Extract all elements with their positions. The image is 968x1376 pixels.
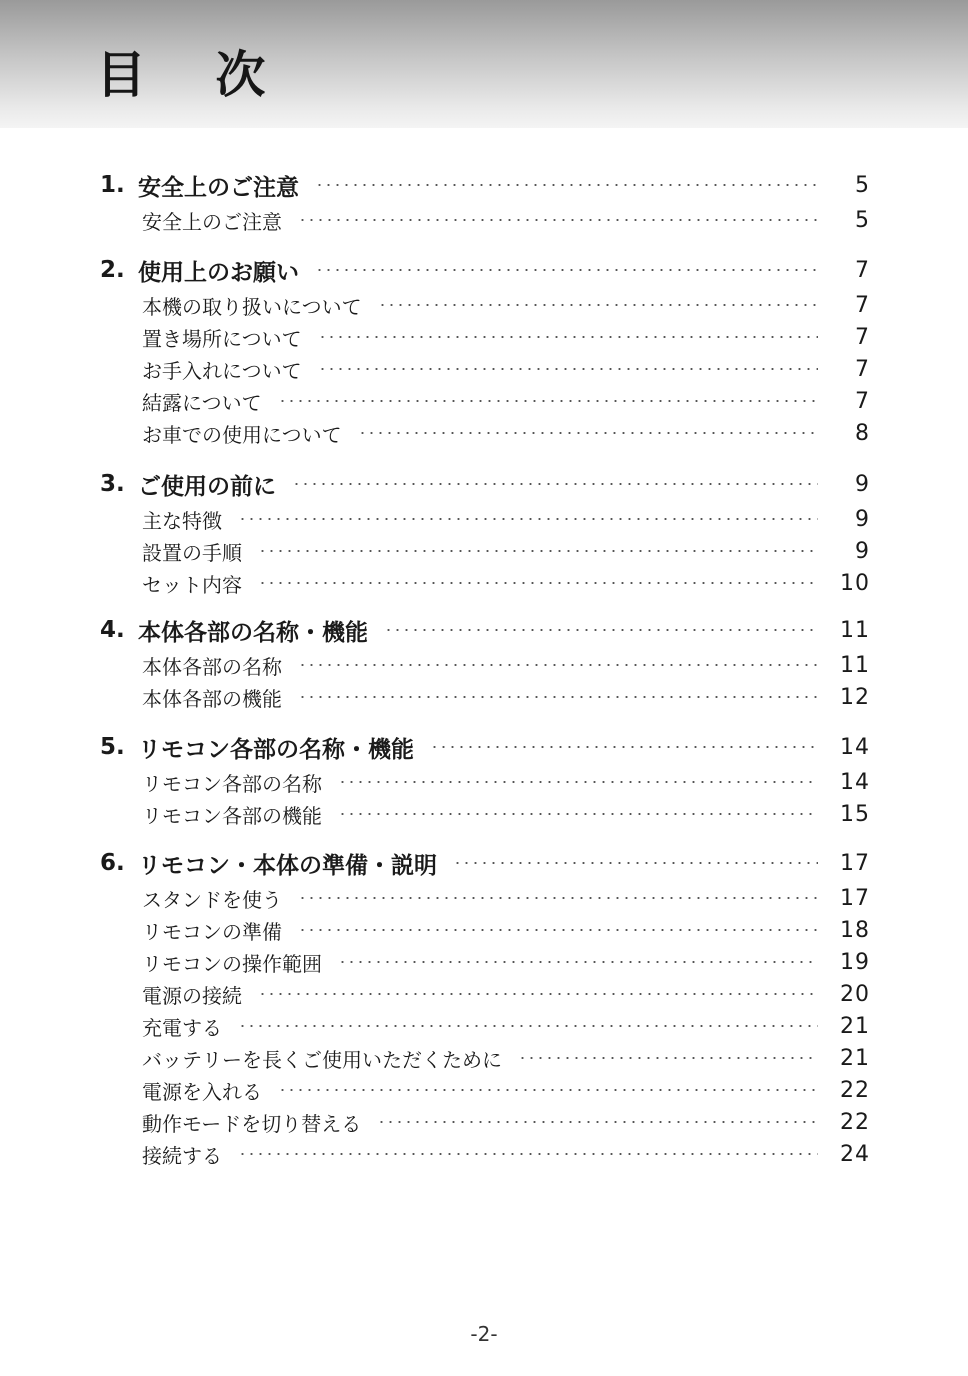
page-number: 14 bbox=[840, 734, 870, 760]
dot-leader bbox=[430, 746, 818, 748]
toc-entry[interactable] bbox=[142, 1107, 870, 1137]
dot-leader bbox=[238, 1153, 818, 1155]
entry-title: お車での使用について bbox=[142, 422, 342, 447]
entry-title: バッテリーを長くご使用いただくために bbox=[142, 1047, 502, 1072]
toc-entry[interactable] bbox=[142, 354, 870, 384]
dot-leader bbox=[315, 269, 818, 271]
dot-leader bbox=[318, 336, 818, 338]
dot-leader bbox=[238, 518, 818, 520]
page-number: 7 bbox=[855, 388, 870, 414]
dot-leader bbox=[377, 1121, 818, 1123]
entry-title: リモコンの操作範囲 bbox=[142, 951, 322, 976]
dot-leader bbox=[258, 582, 818, 584]
dot-leader bbox=[298, 929, 818, 931]
toc-entry[interactable] bbox=[142, 1011, 870, 1041]
entry-title: リモコン各部の名称 bbox=[142, 771, 322, 796]
toc-entry[interactable] bbox=[142, 883, 870, 913]
dot-leader bbox=[378, 304, 818, 306]
entry-title: 充電する bbox=[142, 1015, 222, 1040]
dot-leader bbox=[238, 1025, 818, 1027]
toc-entry[interactable] bbox=[142, 504, 870, 534]
page-number: 17 bbox=[840, 850, 870, 876]
toc-section-6[interactable] bbox=[100, 848, 870, 878]
section-number: 2. bbox=[100, 257, 125, 283]
entry-title: 設置の手順 bbox=[142, 540, 242, 565]
toc-section-3[interactable] bbox=[100, 469, 870, 499]
toc-entry[interactable] bbox=[142, 799, 870, 829]
toc-section-1[interactable] bbox=[100, 170, 870, 200]
page-number: 7 bbox=[855, 324, 870, 350]
dot-leader bbox=[258, 993, 818, 995]
toc-entry[interactable] bbox=[142, 322, 870, 352]
toc-entry[interactable] bbox=[142, 386, 870, 416]
page-number: 7 bbox=[855, 356, 870, 382]
page-number: 22 bbox=[840, 1109, 870, 1135]
dot-leader bbox=[292, 483, 818, 485]
dot-leader bbox=[315, 184, 818, 186]
dot-leader bbox=[453, 862, 818, 864]
page-number: 22 bbox=[840, 1077, 870, 1103]
toc-entry[interactable] bbox=[142, 979, 870, 1009]
toc-section-2[interactable] bbox=[100, 255, 870, 285]
page-number: 11 bbox=[840, 652, 870, 678]
page-number: 17 bbox=[840, 885, 870, 911]
section-number: 4. bbox=[100, 617, 125, 643]
page-number: 9 bbox=[855, 538, 870, 564]
entry-title: 安全上のご注意 bbox=[142, 209, 282, 234]
entry-title: 本体各部の機能 bbox=[142, 686, 282, 711]
dot-leader bbox=[298, 664, 818, 666]
page-title: 目 次 bbox=[96, 46, 292, 104]
entry-title: 本体各部の名称 bbox=[142, 654, 282, 679]
entry-title: 結露について bbox=[142, 390, 262, 415]
page-number: 8 bbox=[855, 420, 870, 446]
dot-leader bbox=[384, 629, 818, 631]
toc-section-5[interactable] bbox=[100, 732, 870, 762]
dot-leader bbox=[338, 961, 818, 963]
dot-leader bbox=[258, 550, 818, 552]
toc-entry[interactable] bbox=[142, 650, 870, 680]
dot-leader bbox=[298, 219, 818, 221]
section-number: 3. bbox=[100, 471, 125, 497]
toc-entry[interactable] bbox=[142, 1139, 870, 1169]
toc-entry[interactable] bbox=[142, 947, 870, 977]
dot-leader bbox=[278, 400, 818, 402]
page-number: 5 bbox=[855, 207, 870, 233]
entry-title: スタンドを使う bbox=[142, 887, 282, 912]
dot-leader bbox=[298, 696, 818, 698]
section-number: 5. bbox=[100, 734, 125, 760]
page-number: 9 bbox=[855, 471, 870, 497]
toc-entry[interactable] bbox=[142, 536, 870, 566]
section-title: 使用上のお願い bbox=[138, 259, 299, 286]
entry-title: リモコンの準備 bbox=[142, 919, 282, 944]
section-title: 本体各部の名称・機能 bbox=[138, 619, 368, 646]
footer-page-number: -2- bbox=[470, 1322, 498, 1346]
dot-leader bbox=[298, 897, 818, 899]
entry-title: リモコン各部の機能 bbox=[142, 803, 322, 828]
page-number: 21 bbox=[840, 1045, 870, 1071]
page-number: 11 bbox=[840, 617, 870, 643]
entry-title: 接続する bbox=[142, 1143, 222, 1168]
page-number: 20 bbox=[840, 981, 870, 1007]
page-number: 7 bbox=[855, 292, 870, 318]
section-title: ご使用の前に bbox=[138, 473, 276, 500]
section-number: 1. bbox=[100, 172, 125, 198]
page-number: 9 bbox=[855, 506, 870, 532]
entry-title: 主な特徴 bbox=[142, 508, 222, 533]
page-number: 24 bbox=[840, 1141, 870, 1167]
entry-title: 本機の取り扱いについて bbox=[142, 294, 362, 319]
page-number: 7 bbox=[855, 257, 870, 283]
toc-entry[interactable] bbox=[142, 1075, 870, 1105]
toc-section-4[interactable] bbox=[100, 615, 870, 645]
toc-entry[interactable] bbox=[142, 418, 870, 448]
toc-entry[interactable] bbox=[142, 568, 870, 598]
dot-leader bbox=[518, 1057, 818, 1059]
toc-entry[interactable] bbox=[142, 1043, 870, 1073]
page-number: 15 bbox=[840, 801, 870, 827]
dot-leader bbox=[358, 432, 818, 434]
entry-title: 電源の接続 bbox=[142, 983, 242, 1008]
page-number: 12 bbox=[840, 684, 870, 710]
page-number: 14 bbox=[840, 769, 870, 795]
dot-leader bbox=[278, 1089, 818, 1091]
page-number: 5 bbox=[855, 172, 870, 198]
entry-title: 電源を入れる bbox=[142, 1079, 262, 1104]
section-number: 6. bbox=[100, 850, 125, 876]
dot-leader bbox=[318, 368, 818, 370]
dot-leader bbox=[338, 781, 818, 783]
toc-entry[interactable] bbox=[142, 682, 870, 712]
entry-title: 置き場所について bbox=[142, 326, 302, 351]
page-number: 10 bbox=[840, 570, 870, 596]
toc-entry[interactable] bbox=[142, 767, 870, 797]
toc-entry[interactable] bbox=[142, 205, 870, 235]
toc-entry[interactable] bbox=[142, 915, 870, 945]
entry-title: セット内容 bbox=[142, 572, 242, 597]
section-title: リモコン各部の名称・機能 bbox=[138, 736, 414, 763]
page-number: 19 bbox=[840, 949, 870, 975]
section-title: リモコン・本体の準備・説明 bbox=[138, 852, 437, 879]
section-title: 安全上のご注意 bbox=[138, 174, 299, 201]
entry-title: お手入れについて bbox=[142, 358, 302, 383]
toc-entry[interactable] bbox=[142, 290, 870, 320]
entry-title: 動作モードを切り替える bbox=[142, 1111, 362, 1136]
page-number: 18 bbox=[840, 917, 870, 943]
page-number: 21 bbox=[840, 1013, 870, 1039]
dot-leader bbox=[338, 813, 818, 815]
